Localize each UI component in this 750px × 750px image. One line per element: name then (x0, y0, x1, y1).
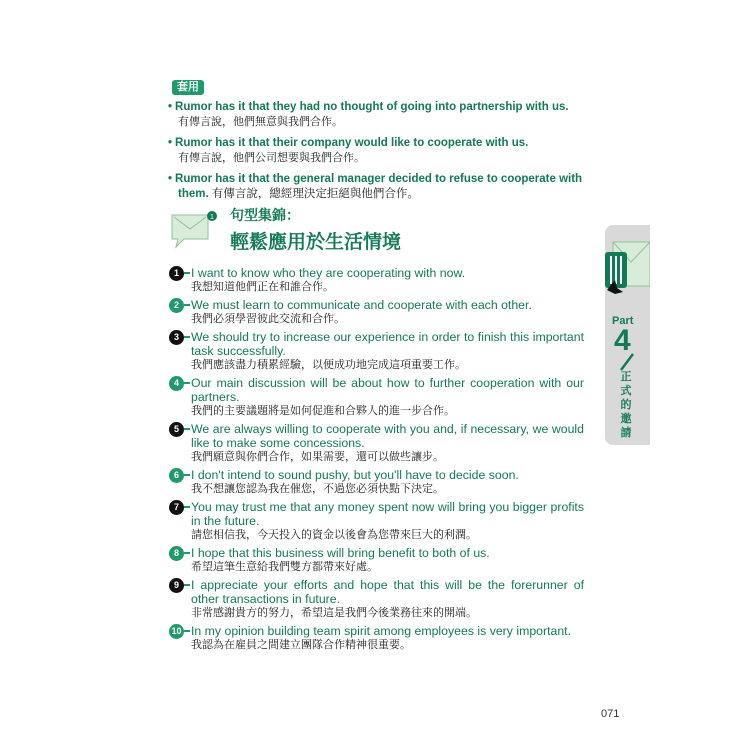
item-zh: 我們必須學習彼此交流和合作。 (191, 313, 345, 325)
slash-divider-icon (617, 352, 637, 372)
item-zh: 我們的主要議題將是如何促進和合夥人的進一步合作。 (191, 405, 455, 417)
item-en: We must learn to communicate and cooperate with each other. (191, 298, 532, 312)
item-number: 4 (169, 376, 184, 391)
item-zh: 希望這筆生意給我們雙方都帶來好處。 (191, 561, 378, 573)
item-en: I hope that this business will bring benefit to both of us. (191, 546, 490, 560)
usage-example-en: Rumor has it that their company would like to cooperate with us. (175, 137, 529, 149)
item-en: Our main discussion will be about how to further cooperation with our partners. (191, 376, 584, 404)
usage-example-zh: 有傳言說，他們無意與我們合作。 (178, 116, 343, 128)
page-number: 071 (601, 708, 620, 720)
usage-example-en: Rumor has it that they had no thought of going into partnership with us. (175, 101, 569, 113)
item-zh: 我們應該盡力積累經驗，以便成功地完成這項重要工作。 (191, 359, 466, 371)
item-zh: 非常感謝貴方的努力，希望這是我們今後業務往來的開端。 (191, 607, 477, 619)
bullet-dot-icon: • (168, 101, 173, 113)
item-en: I want to know who they are cooperating with now. (191, 266, 466, 280)
usage-example-zh: 有傳言說，他們公司想要與我們合作。 (178, 152, 365, 164)
item-zh: 請您相信我，今天投入的資金以後會為您帶來巨大的利潤。 (191, 529, 477, 541)
item-number: 2 (169, 298, 184, 313)
usage-examples (168, 100, 588, 208)
item-number: 1 (169, 266, 184, 281)
bullet-dot-icon: • (168, 173, 173, 185)
item-number: 3 (169, 330, 184, 345)
part-label: Part (612, 315, 634, 327)
item-number: 9 (169, 578, 184, 593)
item-zh: 我想知道他們正在和誰合作。 (191, 281, 334, 293)
usage-example (168, 100, 588, 130)
item-en: I don't intend to sound pushy, but you'll have to decide soon. (191, 468, 519, 482)
envelope-cursor-icon (605, 240, 650, 300)
item-number: 6 (169, 468, 184, 483)
usage-example (168, 172, 588, 202)
list-item (169, 266, 584, 295)
item-number: 8 (169, 546, 184, 561)
list-item (169, 422, 584, 465)
item-zh: 我認為在雇員之間建立團隊合作精神很重要。 (191, 639, 411, 651)
section-title: 輕鬆應用於生活情境 (230, 231, 402, 253)
list-item (169, 546, 584, 575)
sentence-list (169, 266, 584, 656)
list-item (169, 468, 584, 497)
item-number: 10 (169, 624, 184, 639)
bullet-dot-icon: • (168, 137, 173, 149)
envelope-icon (170, 209, 218, 249)
item-zh: 我們願意與你們合作，如果需要，還可以做些讓步。 (191, 451, 444, 463)
apply-badge: 套用 (172, 80, 204, 95)
usage-example-en: Rumor has it that the general manager decided to refuse to cooperate with them. (175, 173, 583, 200)
list-item (169, 298, 584, 327)
item-zh: 我不想讓您認為我在催您，不過您必須快點下決定。 (191, 483, 444, 495)
item-en: I appreciate your efforts and hope that this will be the forerunner of other transactions in future. (191, 578, 584, 606)
part-title-vertical: 正式的邀請 (620, 371, 632, 439)
item-en: You may trust me that any money spent now will bring you bigger profits in the future. (191, 500, 584, 528)
item-en: In my opinion building team spirit among employees is very important. (191, 624, 572, 638)
svg-text:1: 1 (210, 214, 214, 221)
section-header (170, 203, 470, 263)
part-number: 4 (614, 324, 631, 357)
usage-example-zh: 有傳言說，總經理決定拒絕與他們合作。 (211, 188, 419, 200)
list-item (169, 376, 584, 419)
list-item (169, 624, 584, 653)
item-en: We should try to increase our experience in order to finish this important task successfully. (191, 330, 584, 358)
list-item (169, 330, 584, 373)
section-subtitle: 句型集錦： (230, 208, 300, 224)
list-item (169, 578, 584, 621)
usage-example (168, 136, 588, 166)
list-item (169, 500, 584, 543)
item-en: We are always willing to cooperate with you and, if necessary, we would like to make some concessions. (191, 422, 584, 450)
item-number: 7 (169, 500, 184, 515)
item-number: 5 (169, 422, 184, 437)
